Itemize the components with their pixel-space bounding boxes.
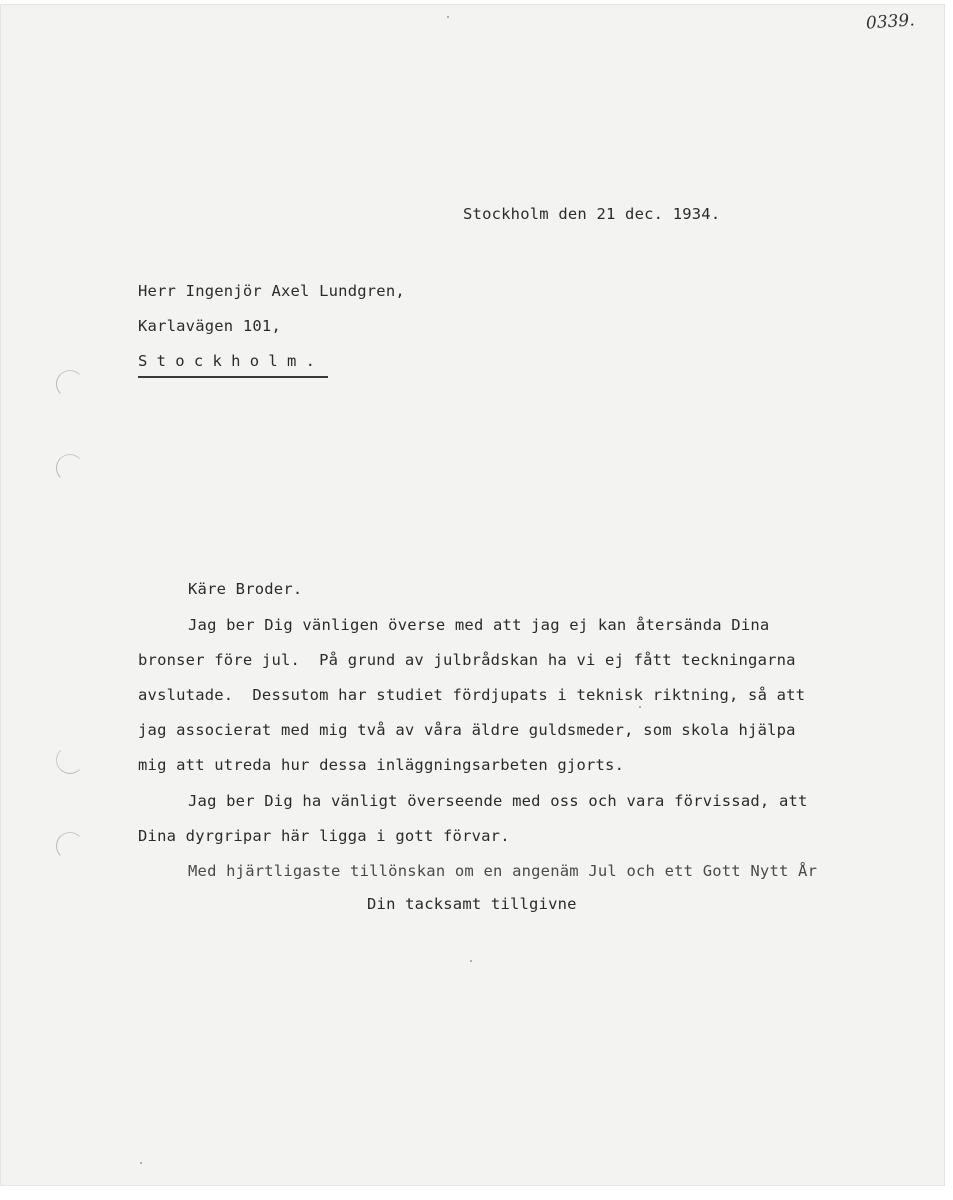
scan-bottom-border — [0, 1186, 953, 1200]
body-line-2: bronser före jul. På grund av julbrådskan ha vi ej fått teckningarna — [138, 651, 796, 669]
recipient-line-2: Karlavägen 101, — [138, 317, 281, 335]
recipient-line-1: Herr Ingenjör Axel Lundgren, — [138, 282, 405, 300]
paper-speck — [470, 960, 472, 962]
place-date: Stockholm den 21 dec. 1934. — [463, 205, 721, 223]
city-underline — [138, 376, 328, 378]
body-line-1: Jag ber Dig vänligen överse med att jag ej kan återsända Dina — [188, 616, 770, 634]
body-line-5: mig att utreda hur dessa inläggningsarbeten gjorts. — [138, 756, 625, 774]
punch-hole-1 — [56, 370, 84, 398]
scan-right-border — [945, 0, 953, 1200]
body-line-6: Jag ber Dig ha vänligt överseende med oss och vara förvissad, att — [188, 792, 808, 810]
body-line-7: Dina dyrgripar här ligga i gott förvar. — [138, 827, 510, 845]
salutation: Käre Broder. — [188, 580, 303, 598]
recipient-city: Stockholm. — [138, 352, 325, 370]
body-line-3: avslutade. Dessutom har studiet fördjupats i teknisk riktning, så att — [138, 686, 806, 704]
letter-page — [0, 4, 945, 1186]
paper-speck — [447, 16, 449, 18]
paper-speck — [639, 706, 641, 708]
archive-number: 0339. — [865, 10, 916, 34]
paper-speck — [140, 1162, 142, 1164]
punch-hole-2 — [56, 454, 84, 482]
closing: Din tacksamt tillgivne — [367, 895, 577, 913]
body-line-4: jag associerat med mig två av våra äldre guldsmeder, som skola hjälpa — [138, 721, 796, 739]
punch-hole-3 — [56, 746, 84, 774]
punch-hole-4 — [56, 832, 84, 860]
body-line-8: Med hjärtligaste tillönskan om en angenäm Jul och ett Gott Nytt År — [188, 862, 818, 880]
